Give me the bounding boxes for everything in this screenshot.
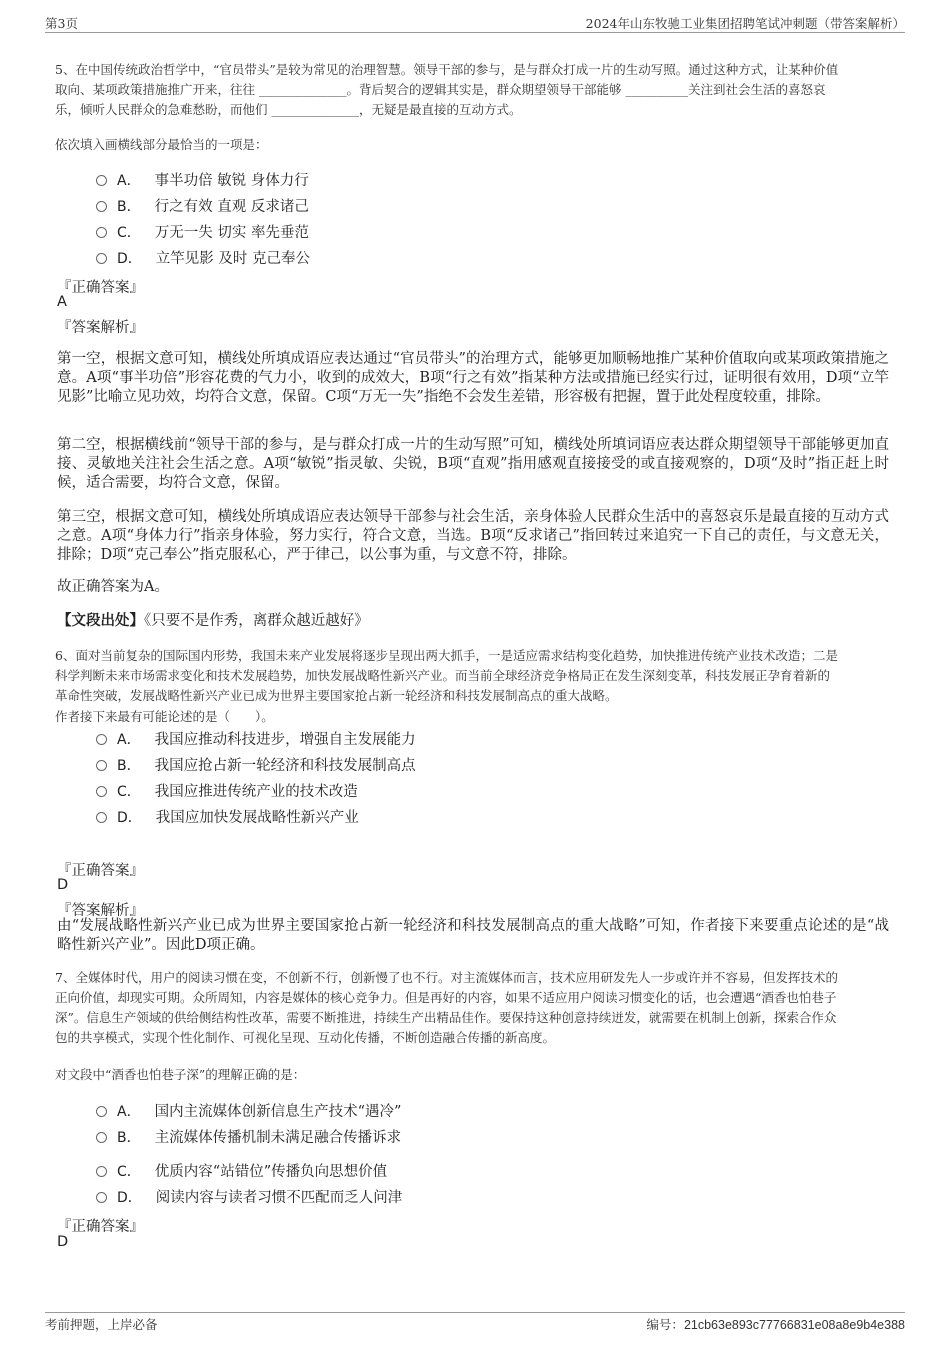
- question-6-answer-label: 『正确答案』: [57, 863, 144, 879]
- question-6-text: [55, 646, 895, 706]
- question-7-line-4: 包的共享模式，实现个性化制作、可视化呈现、互动化传播，不断创造融合传播的新高度。: [55, 1030, 556, 1045]
- question-5-analysis-2: 第二空，根据横线前“领导干部的参与，是与群众打成一片的生动写照”可知，横线处所填词语应表达群众期望领导干部能够更加直接、灵敏地关注社会生活之意。A项“敏锐”指灵敏、尖锐，B项“直观”指用感观直接接受的或直接观察的，D项“及时”指正赶上时候，适合需要，均符合文意，保留。: [57, 437, 889, 491]
- radio-icon[interactable]: [96, 734, 107, 745]
- question-6-analysis: 由“发展战略性新兴产业已成为世界主要国家抢占新一轮经济和科技发展制高点的重大战略”可知，作者接下来要重点论述的是“战略性新兴产业”。因此D项正确。: [57, 918, 889, 953]
- source-title: 《只要不是作秀，离群众越近越好》: [144, 613, 369, 629]
- page-header: [45, 10, 905, 33]
- question-5-prompt: 依次填入画横线部分最恰当的一项是：: [55, 137, 268, 152]
- question-6-line-2: 科学判断未来市场需求变化和技术发展趋势，加快发展战略性新兴产业。而当前全球经济竞争格局正在发生深刻变革，科技发展正孕育着新的: [55, 668, 831, 683]
- question-6-option-a[interactable]: A． 我国应推动科技进步，增强自主发展能力: [96, 728, 416, 749]
- radio-icon[interactable]: [96, 201, 107, 212]
- document-code: [646, 1315, 905, 1333]
- question-7-option-d[interactable]: D． 阅读内容与读者习惯不匹配而乏人问津: [96, 1186, 402, 1207]
- question-7-answer: D: [57, 1234, 69, 1250]
- question-5-conclusion: 故正确答案为A。: [57, 579, 169, 595]
- question-7-answer-label: 『正确答案』: [57, 1219, 144, 1235]
- question-6-answer: D: [57, 877, 69, 893]
- radio-icon[interactable]: [96, 227, 107, 238]
- question-5-answer-label: 『正确答案』: [57, 280, 144, 296]
- question-6-line-1: 6、面对当前复杂的国际国内形势，我国未来产业发展将逐步呈现出两大抓手，一是适应需求结构变化趋势，加快推进传统产业技术改造；二是: [55, 648, 838, 663]
- page-footer: [45, 1312, 905, 1332]
- question-7-option-a[interactable]: A． 国内主流媒体创新信息生产技术“遇冷”: [96, 1100, 401, 1121]
- question-7-line-1: 7、全媒体时代，用户的阅读习惯在变，不创新不行，创新慢了也不行。对主流媒体而言，技术应用研发先人一步或许并不容易，但发挥技术的: [55, 970, 838, 985]
- question-5-line-1: 5、在中国传统政治哲学中，“官员带头”是较为常见的治理智慧。领导干部的参与，是与群众打成一片的生动写照。通过这种方式，让某种价值: [55, 62, 839, 77]
- question-6-line-3: 革命性突破，发展战略性新兴产业已成为世界主要国家抢占新一轮经济和科技发展制高点的重大战略。: [55, 688, 618, 703]
- question-5-analysis-1: 第一空，根据文意可知，横线处所填成语应表达通过“官员带头”的治理方式，能够更加顺畅地推广某种价值取向或某项政策措施之意。A项“事半功倍”形容花费的气力小，收到的成效大，B项“行之有效”指某种方法或措施已经实行过，证明很有效用，D项“立竿见影”比喻立见功效，均符合文意，保留。C项“万无一失”指绝不会发生差错，形容极有把握，置于此处程度较重，排除。: [57, 351, 889, 405]
- source-label: 【文段出处】: [57, 612, 144, 629]
- question-5-option-c[interactable]: C． 万无一失 切实 率先垂范: [96, 221, 309, 242]
- question-5-source: [57, 611, 889, 631]
- question-7-option-b[interactable]: B． 主流媒体传播机制未满足融合传播诉求: [96, 1126, 401, 1147]
- radio-icon[interactable]: [96, 812, 107, 823]
- radio-icon[interactable]: [96, 175, 107, 186]
- question-6-analysis-label: 『答案解析』: [57, 903, 144, 919]
- footer-slogan: 考前押题，上岸必备: [45, 1317, 158, 1332]
- radio-icon[interactable]: [96, 253, 107, 264]
- question-5-analysis-label: 『答案解析』: [57, 320, 144, 336]
- question-7-line-3: 深”。信息生产领域的供给侧结构性改革，需要不断推进，持续生产出精品佳作。要保持这种创意持续迸发，就需要在机制上创新，探索合作众: [55, 1010, 837, 1025]
- question-7-text: [55, 968, 895, 1048]
- radio-icon[interactable]: [96, 786, 107, 797]
- question-7-line-2: 正向价值，却现实可期。众所周知，内容是媒体的核心竞争力。但是再好的内容，如果不适应用户阅读习惯变化的话，也会遭遇“酒香也怕巷子: [55, 990, 837, 1005]
- radio-icon[interactable]: [96, 1132, 107, 1143]
- question-6-option-d[interactable]: D． 我国应加快发展战略性新兴产业: [96, 806, 359, 827]
- code-label: 编号：: [646, 1317, 684, 1332]
- document-title: 2024年山东牧驰工业集团招聘笔试冲刺题（带答案解析）: [585, 16, 905, 31]
- question-5-option-b[interactable]: B． 行之有效 直观 反求诸己: [96, 195, 309, 216]
- question-6-option-b[interactable]: B． 我国应抢占新一轮经济和科技发展制高点: [96, 754, 416, 775]
- question-5-line-2: 取向、某项政策措施推广开来，往往 ______________。背后契合的逻辑其实是，群众期望领导干部能够 __________关注到社会生活的喜怒哀: [55, 82, 826, 97]
- question-7-prompt: 对文段中“酒香也怕巷子深”的理解正确的是：: [55, 1067, 306, 1082]
- radio-icon[interactable]: [96, 1192, 107, 1203]
- radio-icon[interactable]: [96, 760, 107, 771]
- question-5-option-d[interactable]: D． 立竿见影 及时 克己奉公: [96, 247, 310, 268]
- question-7-option-c[interactable]: C． 优质内容“站错位”传播负向思想价值: [96, 1160, 387, 1181]
- question-5-answer: A: [57, 294, 67, 310]
- code-value: 21cb63e893c77766831e08a8e9b4e388: [683, 1318, 905, 1332]
- page-number: 第3页: [45, 16, 78, 31]
- question-6-option-c[interactable]: C． 我国应推进传统产业的技术改造: [96, 780, 358, 801]
- radio-icon[interactable]: [96, 1106, 107, 1117]
- radio-icon[interactable]: [96, 1166, 107, 1177]
- question-6-prompt: 作者接下来最有可能论述的是（ ）。: [55, 709, 274, 724]
- question-5-line-3: 乐，倾听人民群众的急难愁盼，而他们 ______________，无疑是最直接的互动方式。: [55, 102, 522, 117]
- question-5-option-a[interactable]: A． 事半功倍 敏锐 身体力行: [96, 169, 309, 190]
- question-5-analysis-3: 第三空，根据文意可知，横线处所填成语应表达领导干部参与社会生活，亲身体验人民群众生活中的喜怒哀乐是最直接的互动方式之意。A项“身体力行”指亲身体验，努力实行，符合文意，当选。B项“反求诸己”指回转过来追究一下自己的责任，与文意无关，排除；D项“克己奉公”指克服私心，严于律己，以公事为重，与文意不符，排除。: [57, 509, 889, 563]
- question-5-text: [55, 60, 895, 120]
